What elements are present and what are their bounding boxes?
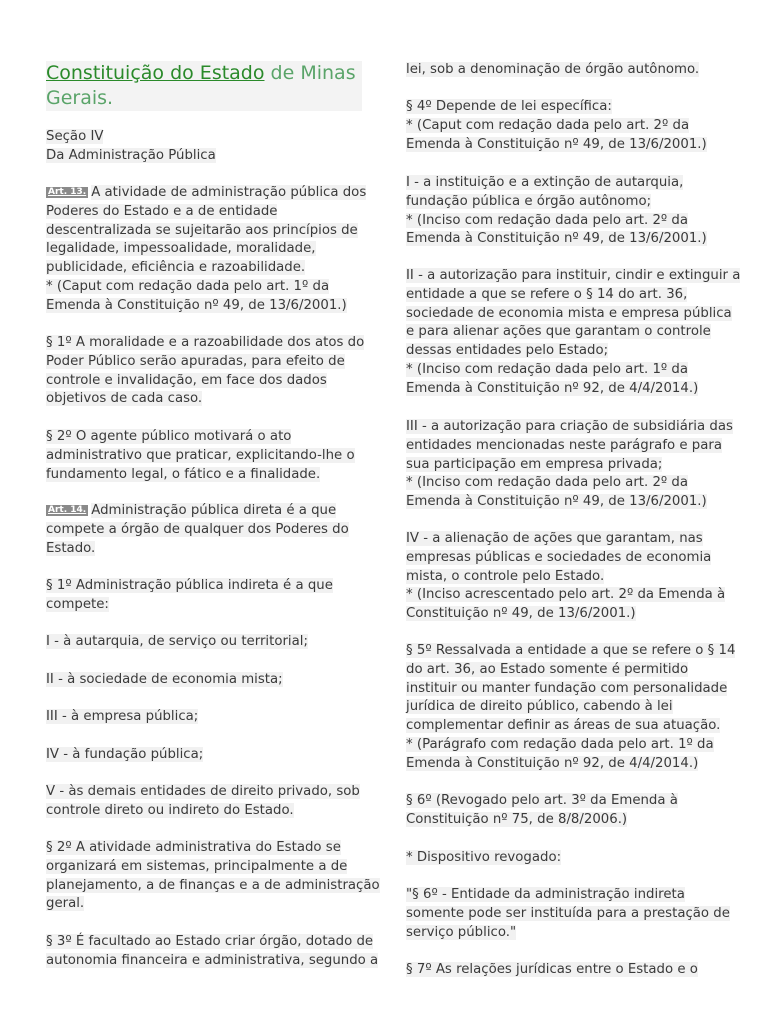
text-line — [46, 128, 362, 147]
text-line — [406, 905, 730, 924]
paragraph — [46, 577, 362, 615]
paragraph — [46, 708, 362, 727]
text-line — [406, 605, 722, 624]
text-line — [406, 117, 722, 136]
line-text: * (Inciso com redação dada pelo art. 1º da — [406, 361, 689, 377]
paragraph — [406, 61, 722, 80]
line-text: § 1º Administração pública indireta é a que — [46, 578, 333, 593]
text-line — [46, 895, 362, 914]
text-line — [46, 259, 362, 278]
line-text: jurídica de direito público, cabendo à lei — [406, 699, 673, 715]
text-line — [406, 755, 722, 774]
line-text: III - à empresa pública; — [46, 709, 199, 724]
text-line — [46, 746, 362, 765]
text-line — [46, 466, 362, 485]
paragraph — [406, 792, 722, 830]
text-line — [406, 174, 722, 193]
line-text: * (Caput com redação dada pelo art. 1º da — [46, 278, 330, 294]
line-text: mista, o controle pelo Estado. — [406, 568, 605, 584]
text-line — [46, 203, 362, 222]
paragraph — [46, 334, 365, 409]
text-line — [406, 267, 741, 286]
text-line — [406, 342, 722, 361]
line-text: publicidade, eficiência e razoabilidade. — [46, 260, 306, 276]
line-text: autonomia financeira e administrativa, segundo a — [46, 952, 379, 968]
text-line — [46, 839, 362, 858]
text-line — [406, 530, 722, 549]
text-line — [406, 305, 732, 324]
text-line — [406, 680, 728, 699]
line-text: * (Parágrafo com redação dada pelo art. 1º da — [406, 736, 714, 752]
text-line — [46, 671, 362, 690]
text-line — [46, 428, 362, 447]
paragraph — [46, 671, 362, 690]
text-line — [406, 961, 722, 980]
line-text: sociedade de economia mista e empresa pública — [406, 305, 732, 321]
line-text: III - a autorização para criação de subsidiária das — [406, 419, 733, 434]
line-text: organizará em sistemas, principalmente a de — [46, 858, 348, 874]
line-text: A atividade de administração pública dos — [91, 185, 367, 200]
line-text: IV - à fundação pública; — [46, 747, 204, 762]
paragraph — [406, 530, 726, 624]
line-text: § 6º (Revogado pelo art. 3º da Emenda à — [406, 793, 678, 808]
paragraph — [406, 642, 736, 774]
text-line — [46, 334, 365, 353]
title-line2: Gerais. — [46, 87, 114, 109]
text-line — [46, 802, 362, 821]
line-text: instituir ou manter fundação com personalidade — [406, 680, 728, 696]
text-line — [46, 184, 367, 203]
paragraph — [406, 174, 722, 249]
line-text: Estado. — [46, 540, 96, 556]
title-rest: de Minas — [270, 62, 356, 84]
line-text: entidades mencionadas neste parágrafo e para — [406, 437, 722, 453]
text-line — [406, 698, 722, 717]
paragraph — [46, 502, 362, 558]
paragraph — [406, 98, 722, 154]
line-text: compete: — [46, 596, 109, 612]
text-line — [406, 886, 722, 905]
line-text: § 3º É facultado ao Estado criar órgão, dotado de — [46, 934, 374, 949]
text-line — [46, 390, 362, 409]
text-line — [46, 540, 362, 559]
text-line — [406, 456, 722, 475]
paragraph — [46, 633, 362, 652]
line-text: Seção IV — [46, 129, 104, 144]
text-line — [46, 577, 362, 596]
line-text: IV - a alienação de ações que garantam, nas — [406, 531, 703, 546]
paragraph — [406, 418, 733, 512]
text-line — [406, 586, 726, 605]
line-text: Emenda à Constituição nº 49, de 13/6/2001.) — [46, 297, 347, 313]
line-text: * (Inciso acrescentado pelo art. 2º da Emenda à — [406, 587, 726, 603]
text-line — [406, 286, 722, 305]
line-text: e para alienar ações que garantam o controle — [406, 324, 711, 340]
line-text: * (Inciso com redação dada pelo art. 2º da — [406, 212, 689, 228]
text-line — [46, 952, 379, 971]
text-line — [46, 222, 362, 241]
line-text: Constituição nº 75, de 8/8/2006.) — [406, 811, 628, 827]
text-line — [46, 783, 362, 802]
line-text: dessas entidades pelo Estado; — [406, 343, 609, 359]
line-text: fundamento legal, o fático e a finalidade. — [46, 466, 321, 482]
text-line — [46, 240, 362, 259]
text-line — [46, 353, 362, 372]
line-text: somente pode ser instituída para a prestação de — [406, 905, 730, 921]
line-text: * (Inciso com redação dada pelo art. 2º da — [406, 475, 689, 491]
line-text: II - à sociedade de economia mista; — [46, 672, 283, 687]
text-line — [406, 98, 722, 117]
text-line — [406, 568, 722, 587]
line-text: entidade a que se refere o § 14 do art. 36, — [406, 286, 688, 302]
text-line — [406, 61, 722, 80]
text-line — [406, 924, 722, 943]
text-line — [406, 493, 722, 512]
text-line — [406, 230, 722, 249]
text-line — [46, 933, 374, 952]
text-line — [406, 792, 722, 811]
text-line — [46, 877, 380, 896]
text-line — [46, 278, 362, 297]
text-line — [406, 661, 722, 680]
line-text: geral. — [46, 896, 85, 912]
line-text: Poderes do Estado e a de entidade — [46, 203, 278, 219]
line-text: serviço público." — [406, 924, 517, 940]
paragraph — [406, 886, 730, 942]
text-line — [406, 474, 722, 493]
text-line — [46, 372, 362, 391]
text-line — [406, 361, 722, 380]
line-text: legalidade, impessoalidade, moralidade, — [46, 241, 316, 257]
text-line — [46, 521, 362, 540]
line-text: II - a autorização para instituir, cindir e extinguir a — [406, 268, 741, 283]
line-text: planejamento, a de finanças e a de administração — [46, 877, 380, 893]
text-line — [406, 136, 722, 155]
line-text: § 2º O agente público motivará o ato — [46, 429, 292, 444]
text-line — [406, 849, 722, 868]
line-text: Constituição nº 49, de 13/6/2001.) — [406, 606, 636, 622]
line-text: sua participação em empresa privada; — [406, 456, 663, 472]
line-text: Administração pública direta é a que — [91, 503, 337, 518]
line-text: complementar definir as áreas de sua atuação. — [406, 718, 721, 734]
line-text: controle direto ou indireto do Estado. — [46, 802, 294, 818]
text-line — [406, 642, 736, 661]
paragraph — [406, 267, 741, 399]
line-text: Emenda à Constituição nº 49, de 13/6/2001.) — [406, 231, 707, 247]
line-text: Da Administração Pública — [46, 147, 216, 163]
line-text: § 1º A moralidade e a razoabilidade dos atos do — [46, 335, 365, 350]
paragraph — [46, 839, 380, 914]
paragraph — [406, 961, 722, 980]
line-text: fundação pública e órgão autônomo; — [406, 193, 652, 209]
paragraph — [406, 849, 722, 868]
line-text: § 7º As relações jurídicas entre o Estado e o — [406, 962, 698, 977]
line-text: Emenda à Constituição nº 92, de 4/4/2014.) — [406, 380, 699, 396]
line-text: objetivos de cada caso. — [46, 391, 203, 407]
line-text: empresas públicas e sociedades de economia — [406, 549, 712, 565]
text-line — [46, 858, 362, 877]
line-text: Emenda à Constituição nº 49, de 13/6/2001.) — [406, 494, 707, 510]
article-link[interactable]: Art. 14. — [48, 505, 87, 515]
text-line — [46, 596, 362, 615]
paragraph — [46, 128, 362, 166]
line-text: administrativo que praticar, explicitando-lhe o — [46, 447, 355, 463]
line-text: do art. 36, ao Estado somente é permitido — [406, 661, 689, 677]
paragraph — [46, 933, 379, 971]
paragraph — [46, 184, 367, 316]
text-line — [46, 147, 362, 166]
text-line — [406, 437, 722, 456]
text-line — [406, 193, 722, 212]
line-text: "§ 6º - Entidade da administração indireta — [406, 887, 685, 902]
paragraph — [46, 746, 362, 765]
text-line — [46, 502, 362, 521]
paragraph — [46, 428, 362, 484]
line-text: compete a órgão de qualquer dos Poderes do — [46, 521, 349, 537]
line-text: § 2º A atividade administrativa do Estado se — [46, 840, 341, 855]
text-line — [406, 736, 722, 755]
title-link[interactable]: Constituição do Estado — [46, 62, 265, 84]
text-line — [406, 549, 722, 568]
paragraph — [46, 783, 362, 821]
line-text: § 4º Depende de lei específica: — [406, 99, 612, 114]
line-text: I - a instituição e a extinção de autarquia, — [406, 175, 684, 190]
text-line — [46, 708, 362, 727]
line-text: * (Caput com redação dada pelo art. 2º da — [406, 117, 690, 133]
text-line — [406, 380, 722, 399]
text-line — [406, 811, 722, 830]
line-text: descentralizada se sujeitarão aos princípios de — [46, 222, 358, 238]
text-line — [406, 717, 722, 736]
line-text: § 5º Ressalvada a entidade a que se refere o § 14 — [406, 643, 736, 658]
line-text: V - às demais entidades de direito privado, sob — [46, 784, 360, 799]
text-line — [46, 447, 362, 466]
line-text: Emenda à Constituição nº 49, de 13/6/2001.) — [406, 136, 707, 152]
line-text: Poder Público serão apuradas, para efeito de — [46, 353, 345, 369]
text-line — [406, 418, 733, 437]
line-text: * Dispositivo revogado: — [406, 850, 562, 865]
article-link[interactable]: Art. 13. — [48, 187, 87, 197]
line-text: controle e invalidação, em face dos dados — [46, 372, 327, 388]
text-line — [46, 633, 362, 652]
text-line — [406, 323, 722, 342]
text-line — [46, 297, 362, 316]
line-text: Emenda à Constituição nº 92, de 4/4/2014.) — [406, 755, 699, 771]
line-text: lei, sob a denominação de órgão autônomo. — [406, 62, 700, 77]
document-title — [46, 61, 362, 111]
line-text: I - à autarquia, de serviço ou territorial; — [46, 634, 308, 649]
text-line — [406, 212, 722, 231]
